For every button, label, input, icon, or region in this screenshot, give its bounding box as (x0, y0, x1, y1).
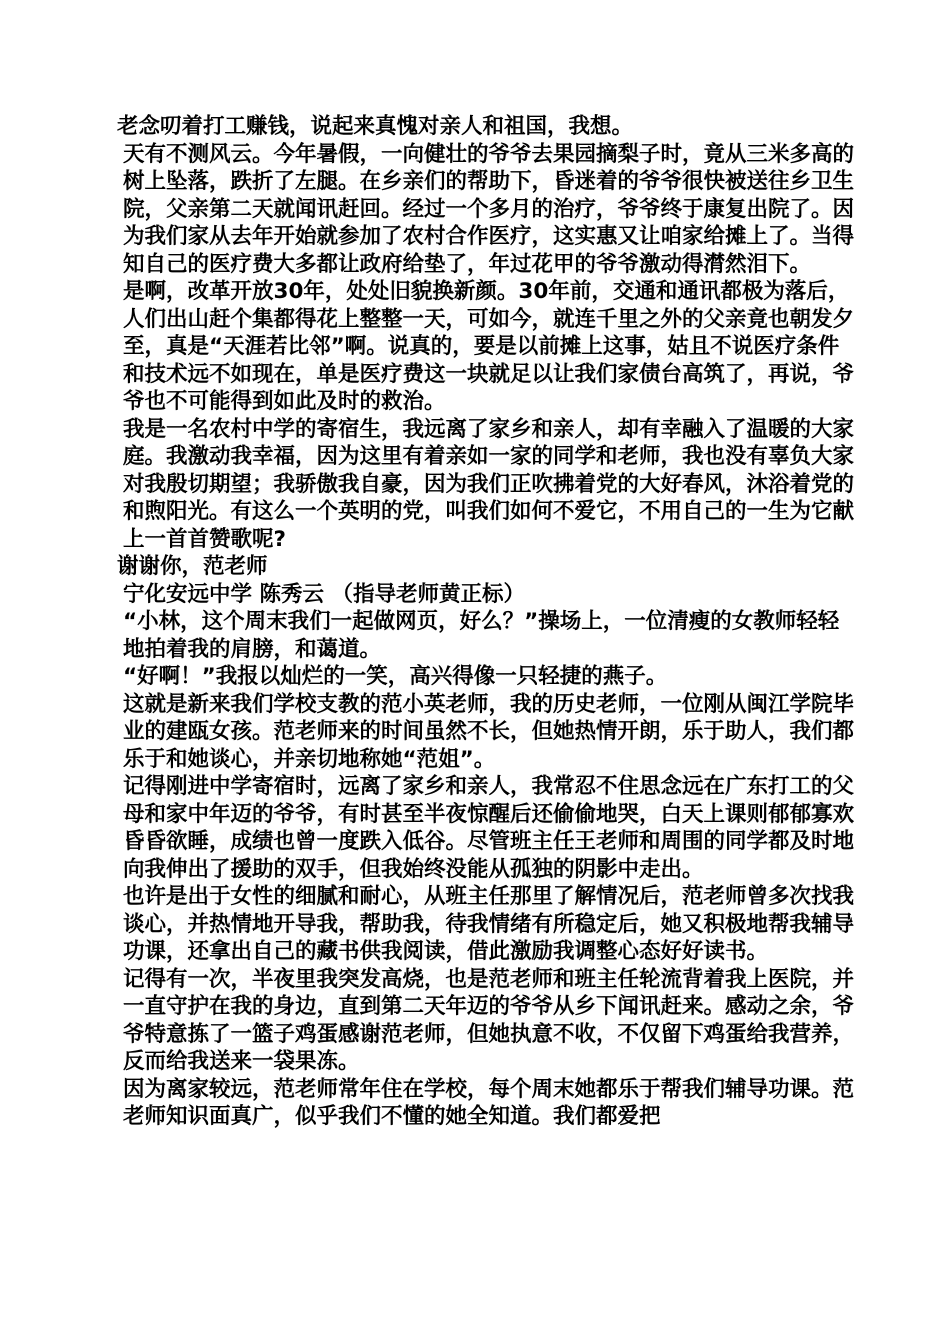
paragraph-8: 记得刚进中学寄宿时，远离了家乡和亲人，我常忍不住思念远在广东打工的父母和家中年迈的爷爷，有时甚至半夜惊醒后还偷偷地哭，白天上课则郁郁寡欢昏昏欲睡，成绩也曾一度跌入低谷。尽管班主任王老师和周围的同学都及时地向我伸出了援助的双手，但我始终没能从孤独的阴影中走出。 (123, 774, 855, 882)
paragraph-1: 老念叨着打工赚钱，说起来真愧对亲人和祖国，我想。 (117, 114, 634, 139)
paragraph-4: 我是一名农村中学的寄宿生，我远离了家乡和亲人，却有幸融入了温暖的大家庭。我激动我幸福，因为这里有着亲如一家的同学和老师，我也没有辜负大家对我殷切期望；我骄傲我自豪，因为我们正吹拂着党的大好春风，沐浴着党的和煦阳光。有这么一个英明的党，叫我们如何不爱它，不用自己的一生为它献上一首首赞歌呢? (123, 416, 855, 552)
document-body (117, 113, 857, 1131)
paragraph-10: 记得有一次，半夜里我突发高烧，也是范老师和班主任轮流背着我上医院，并一直守护在我的身边，直到第二天年迈的爷爷从乡下闻讯赶来。感动之余，爷爷特意拣了一篮子鸡蛋感谢范老师，但她执意不收，不仅留下鸡蛋给我营养，反而给我送来一袋果冻。 (123, 966, 855, 1074)
paragraph-7: 这就是新来我们学校支教的范小英老师，我的历史老师，一位刚从闽江学院毕业的建瓯女孩。范老师来的时间虽然不长，但她热情开朗，乐于助人，我们都乐于和她谈心，并亲切地称她“范姐”。 (123, 691, 855, 772)
author-line: 宁化安远中学 陈秀云 （指导老师黄正标） (123, 581, 525, 607)
paragraph-6: “好啊！”我报以灿烂的一笑，高兴得像一只轻捷的燕子。 (123, 664, 668, 689)
paragraph-3: 是啊，改革开放30年，处处旧貌换新颜。30年前，交通和通讯都极为落后，人们出山赶个集都得花上整整一天，可如今，就连千里之外的父亲竟也朝发夕至，真是“天涯若比邻”啊。说真的，要是以前摊上这事，姑且不说医疗条件和技术远不如现在，单是医疗费这一块就足以让我们家债台高筑了，再说，爷爷也不可能得到如此及时的救治。 (123, 279, 855, 414)
paragraph-11: 因为离家较远，范老师常年住在学校，每个周末她都乐于帮我们辅导功课。范老师知识面真广，似乎我们不懂的她全知道。我们都爱把 (123, 1076, 855, 1129)
paragraph-5: “小林，这个周末我们一起做网页，好么？”操场上，一位清瘦的女教师轻轻地拍着我的肩膀，和蔼道。 (123, 609, 840, 662)
paragraph-9: 也许是出于女性的细腻和耐心，从班主任那里了解情况后，范老师曾多次找我谈心，并热情地开导我，帮助我，待我情绪有所稳定后，她又积极地帮我辅导功课，还拿出自己的藏书供我阅读，借此激励我调整心态好好读书。 (123, 884, 855, 964)
article-title: 谢谢你，范老师 (117, 554, 268, 579)
paragraph-2: 天有不测风云。今年暑假，一向健壮的爷爷去果园摘梨子时，竟从三米多高的树上坠落，跌折了左腿。在乡亲们的帮助下，昏迷着的爷爷很快被送往乡卫生院，父亲第二天就闻讯赶回。经过一个多月的治疗，爷爷终于康复出院了。因为我们家从去年开始就参加了农村合作医疗，这实惠又让咱家给摊上了。当得知自己的医疗费大多都让政府给垫了，年过花甲的爷爷激动得潸然泪下。 (123, 141, 855, 277)
